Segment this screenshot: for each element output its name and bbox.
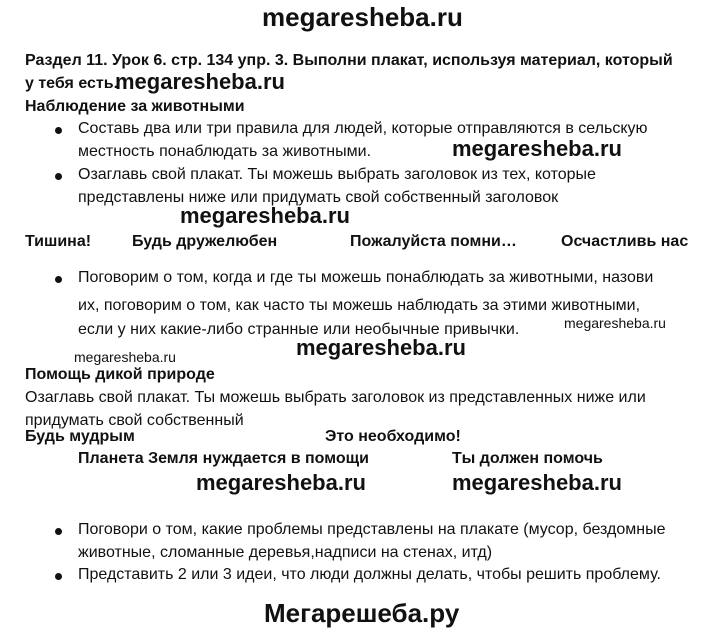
section1b-line1: Поговорим о том, когда и где ты можешь понаблюдать за животными, назови (78, 269, 654, 286)
watermark-3: megaresheba.ru (180, 203, 350, 228)
section1-bullet2-line1: Озаглавь свой плакат. Ты можешь выбрать заголовок из тех, которые (78, 166, 596, 183)
bullet-dot (55, 127, 62, 134)
bullet-dot (55, 573, 62, 580)
watermark-small-2: megaresheba.ru (74, 349, 176, 365)
watermark-2: megaresheba.ru (452, 136, 622, 161)
watermark-6: megaresheba.ru (452, 470, 622, 495)
section2b-bullet2-line1: Представить 2 или 3 идеи, что люди должны делать, чтобы решить проблему. (78, 566, 661, 583)
section1-bullet1-line1: Составь два или три правила для людей, которые отправляются в сельскую (78, 120, 648, 137)
section1-title: Наблюдение за животными (25, 98, 245, 115)
section1-bullet1-line2: местность понаблюдать за животными. (78, 143, 372, 160)
title-option-2: Будь дружелюбен (132, 233, 278, 250)
task-line-1: Раздел 11. Урок 6. стр. 134 упр. 3. Выполни плакат, используя материал, который (25, 52, 673, 69)
title-option-8: Ты должен помочь (452, 450, 603, 467)
watermark-small-1: megaresheba.ru (564, 315, 666, 331)
title-option-7: Планета Земля нуждается в помощи (78, 450, 369, 467)
section1b-line2: их, поговорим о том, как часто ты можешь наблюдать за этими животными, (78, 297, 641, 314)
section2b-bullet1-line2: животные, сломанные деревья,надписи на стенах, итд) (78, 544, 493, 561)
watermark-1: megaresheba.ru (115, 69, 285, 94)
watermark-top: megaresheba.ru (262, 2, 463, 32)
watermark-5: megaresheba.ru (196, 470, 366, 495)
title-option-1: Тишина! (25, 233, 92, 250)
task-line-2: у тебя есть. (25, 75, 119, 92)
section2-line2: придумать свой собственный (25, 412, 244, 429)
title-option-4: Осчастливь нас (561, 233, 689, 250)
section2-line1: Озаглавь свой плакат. Ты можешь выбрать заголовок из представленных ниже или (25, 389, 646, 406)
title-option-5: Будь мудрым (25, 428, 135, 445)
watermark-4: megaresheba.ru (296, 335, 466, 360)
bullet-dot (55, 173, 62, 180)
section2-title: Помощь дикой природе (25, 366, 215, 383)
section2b-bullet1-line1: Поговори о том, какие проблемы представлены на плакате (мусор, бездомные (78, 521, 666, 538)
section1-bullet2-line2: представлены ниже или придумать свой собственный заголовок (78, 189, 559, 206)
watermark-bottom: Мегарешеба.ру (264, 598, 460, 628)
section1b-line3: если у них какие-либо странные или необычные привычки. (78, 321, 520, 338)
title-option-3: Пожалуйста помни… (350, 233, 517, 250)
bullet-dot (55, 276, 62, 283)
title-option-6: Это необходимо! (325, 428, 461, 445)
bullet-dot (55, 528, 62, 535)
